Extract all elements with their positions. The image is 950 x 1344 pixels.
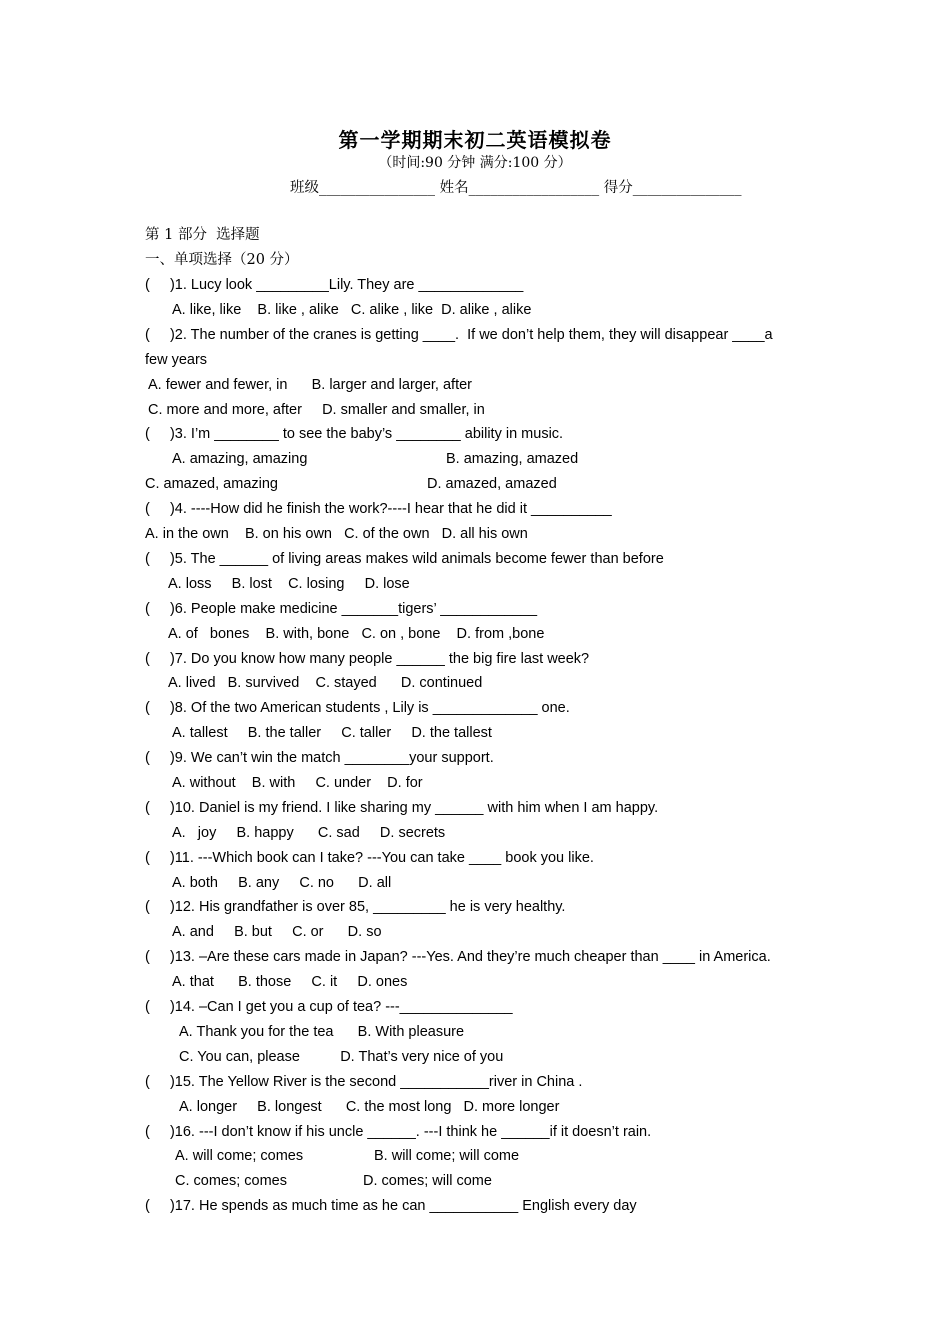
question-17: ( )17. He spends as much time as he can ___________ English every day (145, 1198, 637, 1214)
question-6: ( )6. People make medicine _______tigers’ ____________ (145, 601, 538, 617)
question-9: ( )9. We can’t win the match ________your support. (145, 750, 494, 766)
question-3-option-c: C. amazed, amazing (145, 476, 278, 492)
question-16: ( )16. ---I don’t know if his uncle ______. ---I think he ______if it doesn’t rain. (145, 1124, 652, 1140)
section-heading: 一、单项选择（20 分） (145, 252, 299, 268)
question-6-options: A. of bones B. with, bone C. on , bone D. from ,bone (168, 626, 545, 642)
exam-title: 第一学期期末初二英语模拟卷 (338, 128, 612, 152)
question-16-option-a: A. will come; comes (175, 1148, 304, 1164)
question-1-options: A. like, like B. like , alike C. alike , like D. alike , alike (172, 302, 532, 318)
question-8-options: A. tallest B. the taller C. taller D. the tallest (172, 725, 492, 741)
question-15-options: A. longer B. longest C. the most long D. more longer (179, 1099, 560, 1115)
question-8: ( )8. Of the two American students , Lily is _____________ one. (145, 700, 570, 716)
question-3: ( )3. I’m ________ to see the baby’s ________ ability in music. (145, 426, 564, 442)
question-9-options: A. without B. with C. under D. for (172, 775, 423, 791)
question-2: ( )2. The number of the cranes is getting ____. If we don’t help them, they will disappear ____a (145, 327, 773, 343)
question-3-option-d: D. amazed, amazed (427, 476, 557, 492)
question-12: ( )12. His grandfather is over 85, _________ he is very healthy. (145, 899, 566, 915)
question-2-options-cd: C. more and more, after D. smaller and smaller, in (148, 402, 485, 418)
question-16-option-b: B. will come; will come (374, 1148, 520, 1164)
question-14-options-cd: C. You can, please D. That’s very nice of you (179, 1049, 504, 1065)
question-13-options: A. that B. those C. it D. ones (172, 974, 408, 990)
question-2-options-ab: A. fewer and fewer, in B. larger and larger, after (148, 377, 472, 393)
question-4-options: A. in the own B. on his own C. of the own D. all his own (145, 526, 528, 542)
question-10: ( )10. Daniel is my friend. I like sharing my ______ with him when I am happy. (145, 800, 659, 816)
question-7: ( )7. Do you know how many people ______ the big fire last week? (145, 651, 590, 667)
question-16-option-c: C. comes; comes (175, 1173, 287, 1189)
question-15: ( )15. The Yellow River is the second ___________river in China . (145, 1074, 583, 1090)
question-14: ( )14. –Can I get you a cup of tea? ---______________ (145, 999, 513, 1015)
question-16-option-d: D. comes; will come (363, 1173, 492, 1189)
question-12-options: A. and B. but C. or D. so (172, 924, 382, 940)
question-5: ( )5. The ______ of living areas makes wild animals become fewer than before (145, 551, 664, 567)
question-3-option-b: B. amazing, amazed (446, 451, 579, 467)
question-13: ( )13. –Are these cars made in Japan? ---Yes. And they’re much cheaper than ____ in America. (145, 949, 771, 965)
question-3-option-a: A. amazing, amazing (172, 451, 308, 467)
question-1: ( )1. Lucy look _________Lily. They are _____________ (145, 277, 524, 293)
question-11-options: A. both B. any C. no D. all (172, 875, 392, 891)
question-5-options: A. loss B. lost C. losing D. lose (168, 576, 410, 592)
question-14-options-ab: A. Thank you for the tea B. With pleasure (179, 1024, 465, 1040)
exam-time-score: （时间:90 分钟 满分:100 分） (378, 155, 572, 171)
question-4: ( )4. ----How did he finish the work?----I hear that he did it __________ (145, 501, 612, 517)
question-11: ( )11. ---Which book can I take? ---You can take ____ book you like. (145, 850, 594, 866)
part-heading: 第 1 部分 选择题 (145, 227, 260, 243)
question-10-options: A. joy B. happy C. sad D. secrets (172, 825, 446, 841)
student-info-line: 班级________________ 姓名__________________ 得分_______________ (290, 180, 742, 196)
question-2-cont: few years (145, 352, 208, 368)
question-7-options: A. lived B. survived C. stayed D. continued (168, 675, 483, 691)
